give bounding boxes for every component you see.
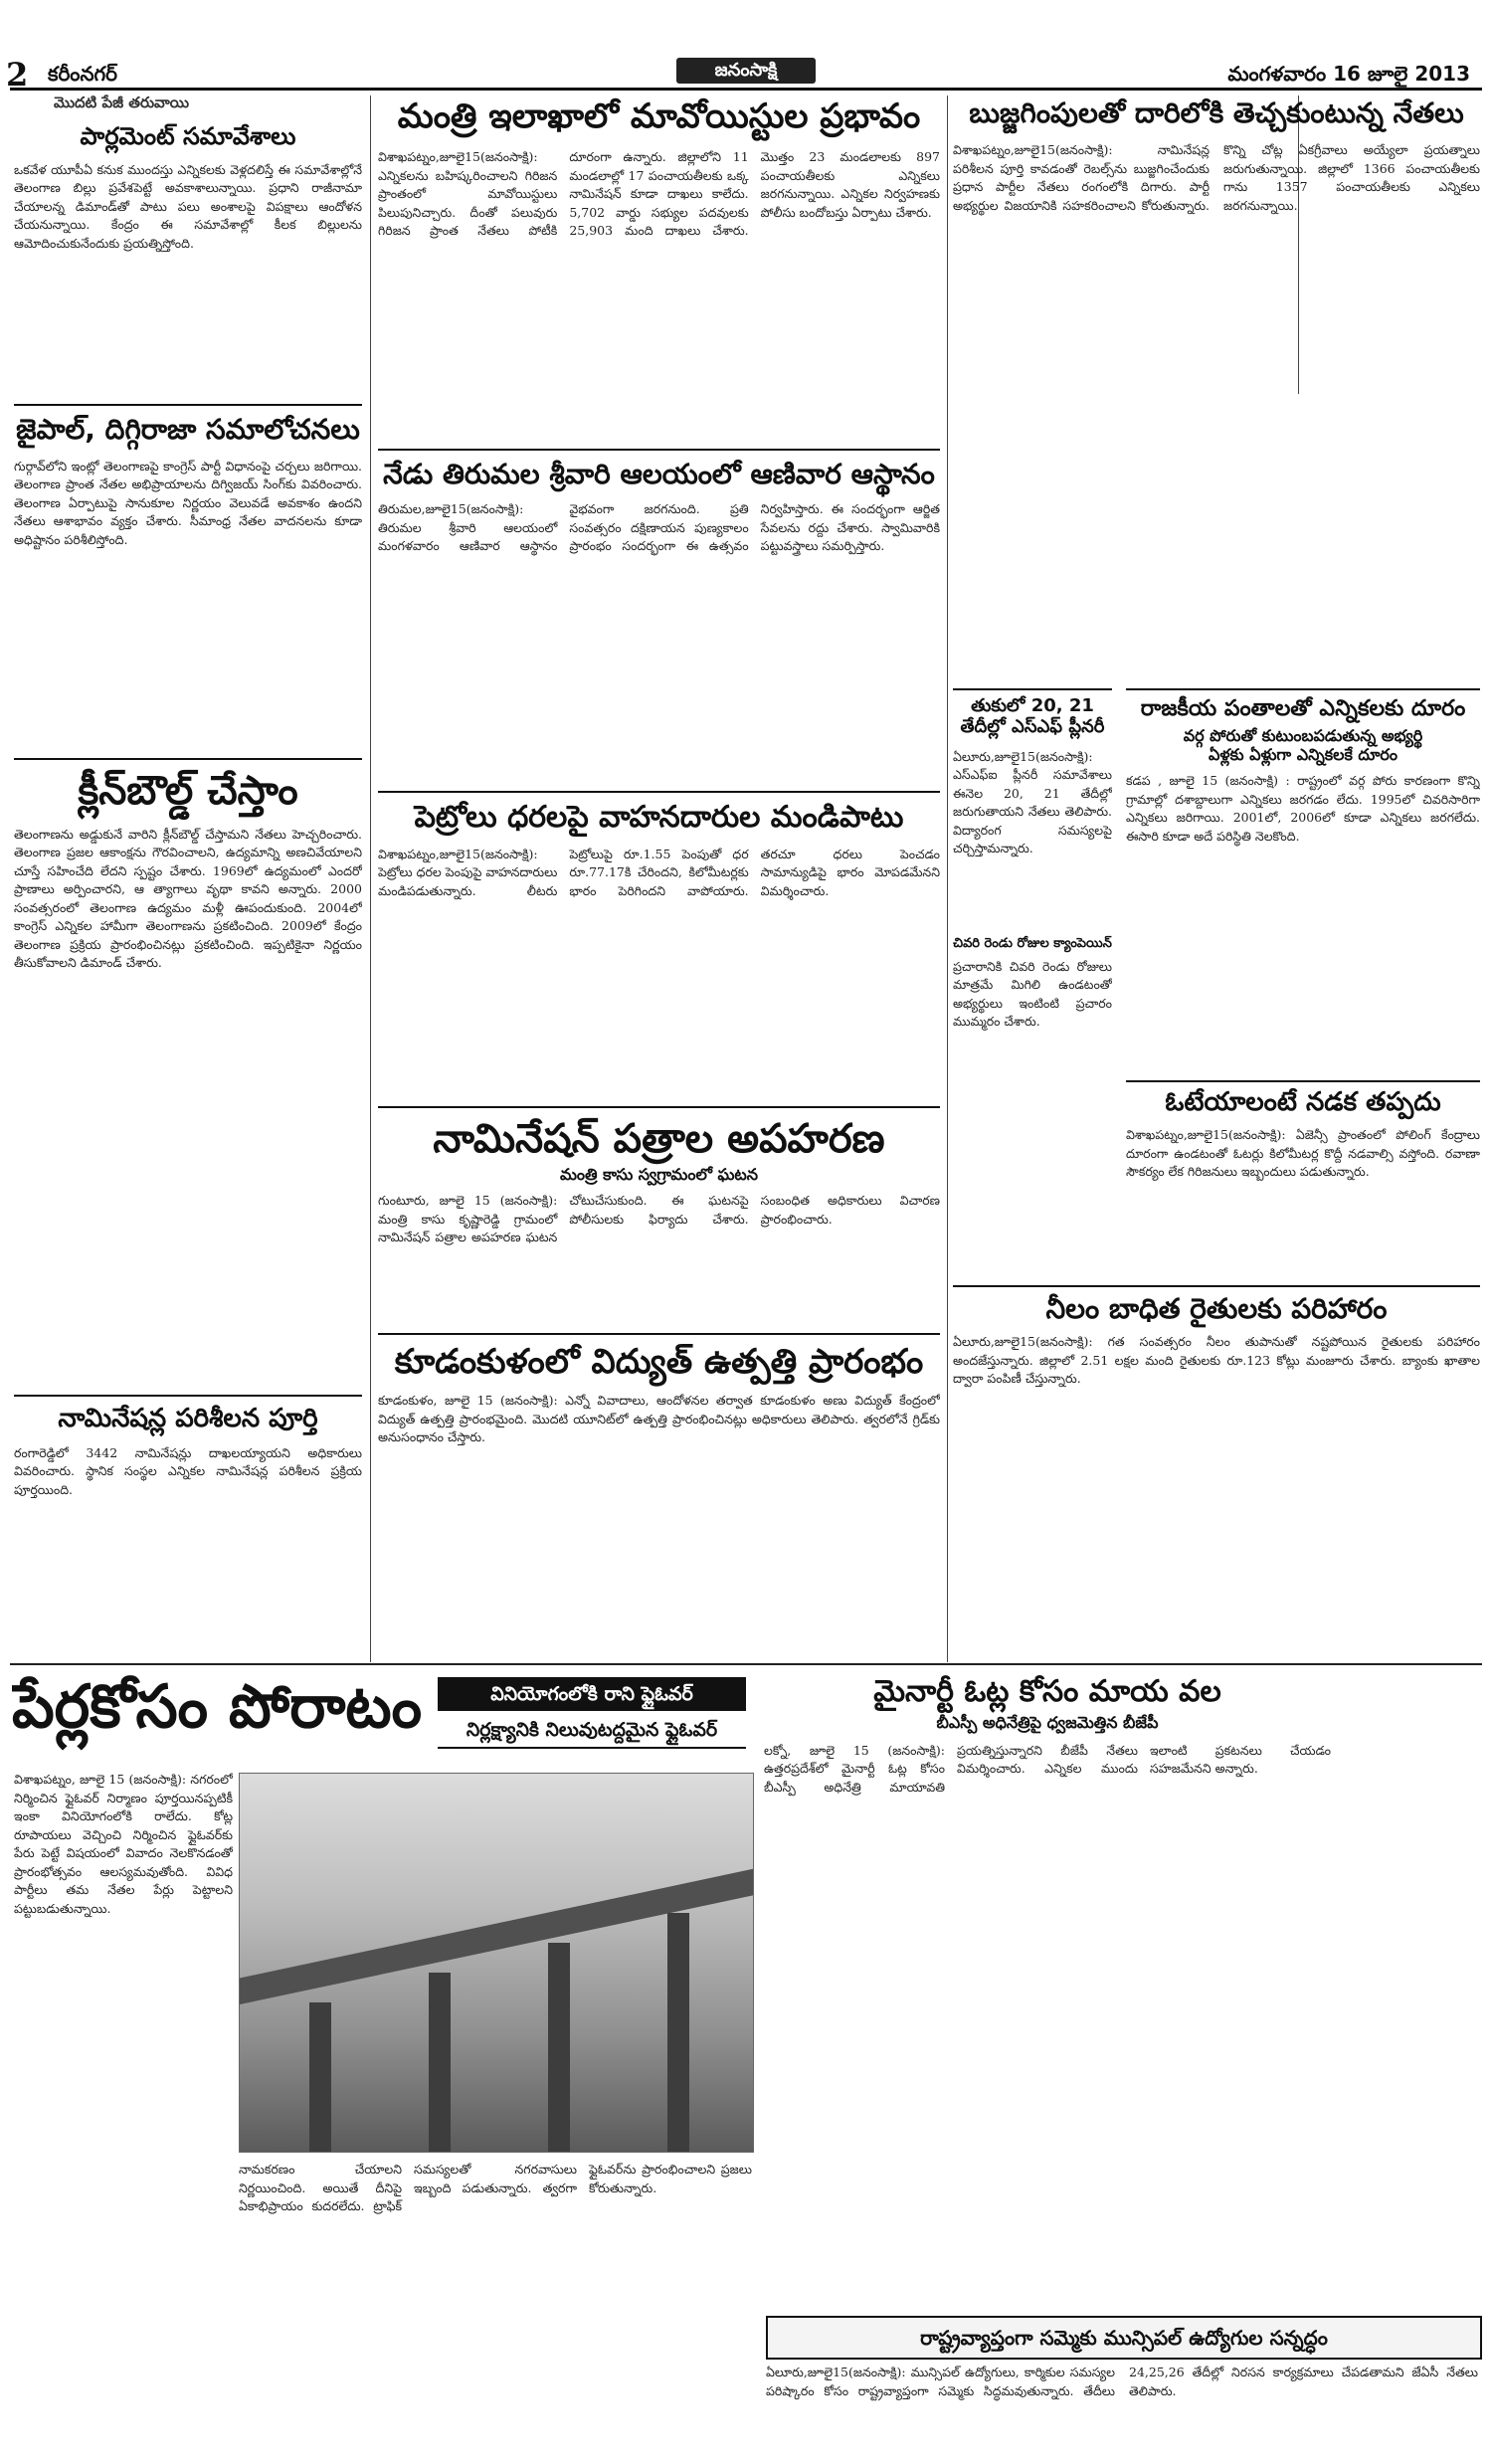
flyover-photo [239, 1773, 754, 2153]
column-right [953, 94, 1480, 1655]
flyover-tag-2 [438, 1713, 746, 1749]
headline-nomination-theft: నామినేషన్ పత్రాల అపహరణ [378, 1106, 940, 1162]
headline-cleanbowled: క్లీన్‌బౌల్డ్ చేస్తాం [14, 758, 362, 814]
story-flyover-cont: నామకరణం చేయాలని నిర్ణయించింది. అయితే దీనిపై ఏకాభిప్రాయం కుదరలేదు. ట్రాఫిక్ సమస్యలతో నగరవాసులు ఇబ్బంది పడుతున్నారు. త్వరగా ఫ్లైఓవర్‌ను ప్రారంభించాలని ప్రజలు కోరుతున్నారు. [239, 2162, 752, 2213]
headline-jaipal: జైపాల్, దిగ్గిరాజా సమాలోచనలు [14, 404, 362, 446]
column-rule [370, 95, 371, 1662]
sfi-column [953, 678, 1112, 1275]
flyover-tag-text-1: వినియోగంలోకి రాని ఫ్లైఓవర్ [490, 1683, 693, 1705]
headline-tirumala: నేడు తిరుమల శ్రీవారి ఆలయంలో ఆణివార ఆస్థానం [378, 449, 940, 490]
headline-strike: రాష్ట్రవ్యాప్తంగా సమ్మెకు మున్సిపల్ ఉద్యోగుల సన్నద్ధం [920, 2326, 1328, 2350]
flyover-story-col2 [239, 2161, 752, 2449]
story-tirumala: తిరుమల,జూలై15(జనంసాక్షి): తిరుమల శ్రీవారి ఆలయంలో మంగళవారం ఆణివార ఆస్థానం వైభవంగా జరగనుంది. ప్రతి సంవత్సరం దక్షిణాయన పుణ్యకాలం ప్రారంభం సందర్భంగా ఈ ఉత్సవం నిర్వహిస్తారు. ఈ సందర్భంగా ఆర్జిత సేవలను రద్దు చేశారు. స్వామివారికి పట్టువస్త్రాలు సమర్పిస్తారు. [378, 501, 940, 554]
story-sfi: ఏలూరు,జూలై15(జనంసాక్షి): ఎస్ఎఫ్ఐ ప్లీనరీ సమావేశాలు ఈనెల 20, 21 తేదీల్లో జరుగుతాయని నేతలు తెలిపారు. విద్యారంగ సమస్యలపై చర్చిస్తామన్నారు. [953, 748, 1112, 856]
subheadline-minority: బీఎస్పీ అధినేత్రిపై ధ్వజమెత్తిన బీజేపీ [936, 1712, 1159, 1732]
story-kicker: మొదటి పేజీ తరువాయి [54, 94, 190, 111]
subheadline-politics-2: ఏళ్లకు ఏళ్లుగా ఎన్నికలకే దూరం [1208, 744, 1399, 764]
story-minority: లక్నో, జూలై 15 (జనంసాక్షి): ఉత్తరప్రదేశ్‌లో మైనార్టీ ఓట్ల కోసం బీఎస్పీ అధినేత్రి మాయావతి ప్రయత్నిస్తున్నారని బీజేపీ నేతలు విమర్శించారు. ఎన్నికల ముందు ఇలాంటి ప్రకటనలు చేయడం సహజమేనని అన్నారు. [764, 1742, 1331, 1795]
flyover-pillar [667, 1913, 689, 2152]
story-petrol: విశాఖపట్నం,జూలై15(జనంసాక్షి): పెట్రోలు ధరల పెంపుపై వాహనదారులు మండిపడుతున్నారు. లీటరు పెట్రోలుపై రూ.1.55 పెంపుతో ధర రూ.77.17కి చేరిందని, కిలోమీటర్లకు భారం పెరిగిందని వాపోయారు. తరచూ ధరలు పెంచడం సామాన్యుడిపై భారం మోపడమేనని విమర్శించారు. [378, 846, 940, 898]
politics-column [1126, 678, 1480, 1275]
edition-city: కరీంనగర్ [48, 62, 117, 86]
story-kudankulam: కూడంకుళం, జూలై 15 (జనంసాక్షి): ఎన్నో వివాదాలు, ఆందోళనల తర్వాత కూడంకుళం అణు విద్యుత్ కేంద్రంలో విద్యుత్ ఉత్పత్తి ప్రారంభమైంది. మొదటి యూనిట్‌లో ఉత్పత్తి ప్రారంభించినట్లు అధికారులు తెలిపారు. త్వరలోనే గ్రిడ్‌కు అనుసంధానం చేస్తారు. [378, 1393, 940, 1445]
headline-sfi: తుకులో 20, 21 తేదీల్లో ఎస్ఎఫ్ ప్లీనరీ [953, 688, 1112, 737]
page-number: 2 [6, 56, 29, 94]
flyover-tag-text-2: నిర్లక్ష్యానికి నిలువుటద్దమైన ఫ్లైఓవర్ [466, 1719, 718, 1741]
subheadline-politics: వర్గ పోరుతో కుటుంబపడుతున్న అభ్యర్థి [1183, 726, 1423, 746]
story-nomination-theft: గుంటూరు, జూలై 15 (జనంసాక్షి): మంత్రి కాసు కృష్ణారెడ్డి గ్రామంలో నామినేషన్ పత్రాల అపహరణ ఘటన చోటుచేసుకుంది. ఈ ఘటనపై పోలీసులకు ఫిర్యాదు చేశారు. సంబంధిత అధికారులు విచారణ ప్రారంభించారు. [378, 1193, 940, 1245]
strike-box [766, 2316, 1482, 2360]
headline-names-fight: పేర్లకోసం పోరాటం [12, 1673, 423, 1742]
newspaper-logo: జనంసాక్షి [676, 58, 816, 84]
headline-nominations-scrutiny: నామినేషన్ల పరిశీలన పూర్తి [14, 1395, 362, 1434]
banner-box [12, 1673, 430, 1763]
story-nominations-scrutiny: రంగారెడ్డిలో 3442 నామినేషన్లు దాఖలయ్యాయని అధికారులు వివరించారు. స్థానిక సంస్థల ఎన్నికల నామినేషన్ల పరిశీలన ప్రక్రియ పూర్తయింది. [14, 1444, 362, 1497]
headline-kudankulam: కూడంకుళంలో విద్యుత్ ఉత్పత్తి ప్రారంభం [378, 1333, 940, 1382]
headline-maoist: మంత్రి ఇలాఖాలో మావోయిస్టుల ప్రభావం [397, 96, 921, 136]
story-strike: ఏలూరు,జూలై15(జనంసాక్షి): మున్సిపల్ ఉద్యోగులు, కార్మికుల సమస్యల పరిష్కారం కోసం రాష్ట్రవ్యాప్తంగా సమ్మెకు సిద్ధమవుతున్నారు. తేదీలు 24,25,26 తేదీల్లో నిరసన కార్యక్రమాలు చేపడతామని జేఏసీ నేతలు తెలిపారు. [766, 2365, 1478, 2398]
story-vote-walk: విశాఖపట్నం,జూలై15(జనంసాక్షి): ఏజెన్సీ ప్రాంతంలో పోలింగ్ కేంద్రాలు దూరంగా ఉండటంతో ఓటర్లు కిలోమీటర్ల కొద్దీ నడవాల్సి వస్తోంది. రవాణా సౌకర్యం లేక గిరిజనులు ఇబ్బందులు పడుతున్నారు. [1126, 1127, 1480, 1180]
strike-story [766, 2364, 1478, 2453]
story-campaign: ప్రచారానికి చివరి రెండు రోజులు మాత్రమే మిగిలి ఉండటంతో అభ్యర్థులు ఇంటింటి ప్రచారం ముమ్మరం చేశారు. [953, 958, 1112, 1029]
column-rule [947, 95, 948, 1662]
story-cleanbowled: తెలంగాణను అడ్డుకునే వారిని క్లీన్‌బౌల్డ్ చేస్తామని నేతలు హెచ్చరించారు. తెలంగాణ ప్రజల ఆకాంక్షను గౌరవించాలని, ఉద్యమాన్ని అణచివేయాలని చూస్తే సహించేది లేదని స్పష్టం చేశారు. 1969లో ఉద్యమంలో ఎందరో ప్రాణాలు అర్పించారని, ఆ త్యాగాలు వృథా కావని అన్నారు. 2000 సంవత్సరంలో తెలంగాణ ఉద్యమం మళ్లీ ఊపందుకుంది. 2004లో కాంగ్రెస్ ఎన్నికల హామీగా తెలంగాణను ప్రకటించింది. 2009లో కేంద్రం తెలంగాణ ప్రక్రియ ప్రారంభించినట్లు ప్రకటించింది. ఇప్పటికైనా నిర్ణయం తీసుకోవాలని డిమాండ్ చేశారు. [14, 826, 362, 971]
column-middle [378, 94, 940, 1655]
story-leaders: విశాఖపట్నం,జూలై15(జనంసాక్షి): నామినేషన్ల పరిశీలన పూర్తి కావడంతో రెబల్స్‌ను బుజ్జగించేందుకు ప్రధాన పార్టీల నేతలు రంగంలోకి దిగారు. పార్టీ అభ్యర్థుల విజయానికి సహకరించాలని కోరుతున్నారు. కొన్ని చోట్ల ఏకగ్రీవాలు అయ్యేలా ప్రయత్నాలు జరుగుతున్నాయి. జిల్లాలో 1366 పంచాయతీలకు గాను 1357 పంచాయతీలకు ఎన్నికలు జరగనున్నాయి. [953, 142, 1480, 213]
headline-vote-walk: ఓటేయాలంటే నడక తప్పదు [1126, 1080, 1480, 1118]
story-maoist: విశాఖపట్నం,జూలై15(జనంసాక్షి): ఎన్నికలను బహిష్కరించాలని గిరిజన ప్రాంతంలో మావోయిస్టులు పిలుపునిచ్చారు. దీంతో పలువురు గిరిజన ప్రాంత నేతలు పోటీకి దూరంగా ఉన్నారు. జిల్లాలోని 11 మండలాల్లో 17 పంచాయతీలకు ఒక్క నామినేషన్ కూడా దాఖలు కాలేదు. 5,702 వార్డు సభ్యుల పదవులకు 25,903 మంది దాఖలు చేశారు. మొత్తం 23 మండలాలకు 897 పంచాయతీలకు ఎన్నికలు జరగనున్నాయి. ఎన్నికల నిర్వహణకు పోలీసు బందోబస్తు ఏర్పాటు చేశారు. [378, 149, 940, 239]
headline-politics: రాజకీయ పంతాలతో ఎన్నికలకు దూరం [1126, 688, 1480, 721]
subheadline-nomination-theft: మంత్రి కాసు స్వగ్రామంలో ఘటన [559, 1164, 759, 1184]
flyover-pillar [548, 1943, 570, 2152]
headline-minority: మైనార్టీ ఓట్ల కోసం మాయ వల [873, 1674, 1221, 1709]
story-neelam: ఏలూరు,జూలై15(జనంసాక్షి): గత సంవత్సరం నీలం తుపానుతో నష్టపోయిన రైతులకు పరిహారం అందజేస్తున్నారు. జిల్లాలో 2.51 లక్షల మంది రైతులకు రూ.123 కోట్లు మంజూరు చేశారు. బ్యాంకు ఖాతాల ద్వారా పంపిణీ చేస్తున్నారు. [953, 1334, 1480, 1387]
headline-leaders: బుజ్జగింపులతో దారిలోకి తెచ్చకుంటున్న నేతలు [969, 96, 1464, 129]
flyover-pillar [309, 2002, 331, 2152]
story-flyover: విశాఖపట్నం, జూలై 15 (జనంసాక్షి): నగరంలో నిర్మించిన ఫ్లైఓవర్ నిర్మాణం పూర్తయినప్పటికీ ఇంకా వినియోగంలోకి రాలేదు. కోట్ల రూపాయలు వెచ్చించి నిర్మించిన ఫ్లైఓవర్‌కు పేరు పెట్టే విషయంలో వివాదం నెలకొనడంతో ప్రారంభోత్సవం ఆలస్యమవుతోంది. వివిధ పార్టీలు తమ నేతల పేర్లు పెట్టాలని పట్టుబడుతున్నాయి. [14, 1772, 233, 1916]
story-parliament: ఒకవేళ యూపీఏ కనుక ముందస్తు ఎన్నికలకు వెళ్లదలిస్తే ఈ సమావేశాల్లోనే తెలంగాణ బిల్లు ప్రవేశపెట్టే అవకాశాలున్నాయి. ప్రధాని రాజీనామా చేయాలన్న డిమాండ్‌తో పాటు పలు అంశాలపై విపక్షాలు ఆందోళన చేయనున్నాయి. కేంద్రం ఈ సమావేశాల్లో కీలక బిల్లులను ఆమోదించుకునేందుకు ప్రయత్నిస్తోంది. [14, 161, 362, 251]
headline-parliament: పార్లమెంట్ సమావేశాలు [80, 122, 296, 150]
section-rule [10, 1663, 1482, 1665]
right-split [953, 678, 1480, 1275]
subheadline-campaign: చివరి రెండు రోజుల క్యాంపెయిన్ [953, 935, 1112, 951]
flyover-story-col1 [14, 1771, 233, 2447]
story-jaipal: గుర్గావ్‌లోని ఇంట్లో తెలంగాణపై కాంగ్రెస్ పార్టీ విధానంపై చర్చలు జరిగాయి. తెలంగాణ ప్రాంత నేతల అభిప్రాయాలను దిగ్విజయ్ సింగ్‌కు వివరించారు. తెలంగాణ ఏర్పాటుపై సానుకూల నిర్ణయం వెలువడే అవకాశం ఉందని నేతలు ఆశాభావం వ్యక్తం చేశారు. సీమాంధ్ర నేతల వాదనలను కూడా అధిష్టానం పరిశీలిస్తోంది. [14, 458, 362, 547]
story-politics: కడప , జూలై 15 (జనంసాక్షి) : రాష్ట్రంలో వర్గ పోరు కారణంగా కొన్ని గ్రామాల్లో దశాబ్దాలుగా ఎన్నికలు జరగడం లేదు. 1995లో చివరిసారిగా ఎన్నికలు జరిగాయి. 2001లో, 2006లో కూడా ఎన్నికలు జరగలేదు. ఈసారి కూడా అదే పరిస్థితి నెలకొంది. [1126, 773, 1480, 844]
column-left [14, 94, 362, 1655]
minority-story [764, 1671, 1331, 2308]
headline-neelam: నీలం బాధిత రైతులకు పరిహారం [953, 1285, 1480, 1325]
flyover-tag-1 [438, 1677, 746, 1711]
flyover-pillar [429, 1973, 451, 2152]
headline-petrol: పెట్రోలు ధరలపై వాహనదారుల మండిపాటు [378, 791, 940, 836]
edition-date: మంగళవారం 16 జూలై 2013 [1227, 62, 1470, 86]
